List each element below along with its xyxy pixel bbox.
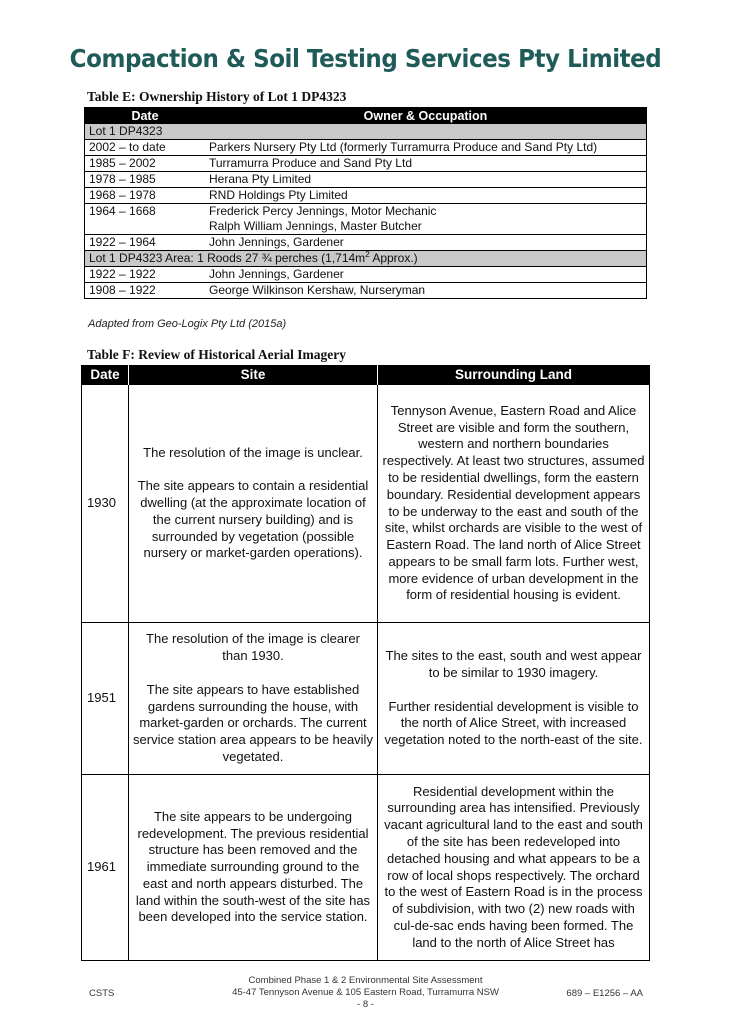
table-e-caption: Table E: Ownership History of Lot 1 DP4323 xyxy=(87,89,347,104)
site-paragraph: The site appears to be undergoing redevelopment. The previous residential structure has been removed and the immediate surrounding ground to the east and north appears disturbed. The land within the south-west of the site has been developed into the service station. xyxy=(135,808,371,925)
surrounding-paragraph: Further residential development is visible to the north of Alice Street, with increased vegetation noted to the north-east of the site. xyxy=(384,698,643,748)
table-row xyxy=(85,267,647,283)
footer-line: 45-47 Tennyson Avenue & 105 Eastern Road, Turramurra NSW xyxy=(232,987,499,998)
footer-right: 689 – E1256 – AA xyxy=(566,988,643,999)
area-superscript: 2 xyxy=(365,250,370,259)
site-paragraph: The resolution of the image is clearer than 1930. xyxy=(146,631,360,664)
surrounding-cell xyxy=(378,385,650,623)
date-cell: 1922 – 1964 xyxy=(85,235,206,251)
column-header-date: Date xyxy=(85,108,206,125)
owner-cell: George Wilkinson Kershaw, Nurseryman xyxy=(209,283,426,297)
table-row xyxy=(85,283,647,299)
date-cell: 1908 – 1922 xyxy=(89,283,156,297)
date-cell: 1922 – 1922 xyxy=(85,267,206,283)
date-cell: 1978 – 1985 xyxy=(85,172,206,188)
owner-cell: John Jennings, Gardener xyxy=(205,267,647,283)
owner-cell: John Jennings, Gardener xyxy=(205,235,647,251)
site-paragraph: The site appears to have established gardens surrounding the house, with market-garden or orchards. The current service station area appears to be heavily vegetated. xyxy=(133,681,373,764)
owner-cell: Herana Pty Limited xyxy=(205,172,647,188)
owner-cell: Turramurra Produce and Sand Pty Ltd xyxy=(205,156,647,172)
surrounding-cell xyxy=(378,623,650,775)
table-row xyxy=(82,623,650,775)
date-cell: 2002 – to date xyxy=(85,140,206,156)
source-note: Adapted from Geo-Logix Pty Ltd (2015a) xyxy=(88,318,287,330)
year-cell: 1930 xyxy=(82,385,129,623)
date-cell: 1968 – 1978 xyxy=(85,188,206,204)
owner-line: Ralph William Jennings, Master Butcher xyxy=(209,219,422,233)
owner-line: Frederick Percy Jennings, Motor Mechanic xyxy=(209,204,437,218)
surrounding-paragraph: Residential development within the surrounding area has intensified. Previously vacant agricultural land to the east and south of the site has been redeveloped into detached housing and what appears to be a row of local shops respectively. The orchard to the west of Eastern Road is in the process of subdivision, with two (2) new roads with cul-de-sac ends having been formed. The land to the north of Alice Street has xyxy=(384,783,643,950)
page-number: - 8 - xyxy=(357,999,374,1010)
year-cell: 1951 xyxy=(82,623,129,775)
column-header-surrounding: Surrounding Land xyxy=(378,366,650,385)
surrounding-cell xyxy=(378,775,650,961)
surrounding-paragraph: Tennyson Avenue, Eastern Road and Alice Street are visible and form the southern, western and northern boundaries respectively. At least two structures, assumed to be residential dwellings, form the eastern boundary. Residential development appears to be underway to the east and south of the site, whilst orchards are visible to the west of Eastern Road. The land north of Alice Street appears to be small farm lots. Further west, more evidence of urban development in the form of residential housing is evident. xyxy=(382,402,645,603)
table-row xyxy=(85,172,647,188)
owner-cell xyxy=(205,204,647,235)
year-cell: 1961 xyxy=(82,775,129,961)
table-row xyxy=(82,775,650,961)
aerial-imagery-table xyxy=(81,365,650,961)
site-cell xyxy=(129,623,378,775)
date-cell: 1985 – 2002 xyxy=(85,156,206,172)
table-f-caption: Table F: Review of Historical Aerial Imagery xyxy=(87,347,346,362)
section-label-area xyxy=(85,251,647,267)
date-cell: 1964 – 1668 xyxy=(85,204,206,235)
table-row xyxy=(85,235,647,251)
section-label: Lot 1 DP4323 xyxy=(85,124,647,140)
footer-line: Combined Phase 1 & 2 Environmental Site Assessment xyxy=(248,975,483,986)
ownership-history-table xyxy=(84,107,647,299)
site-paragraph: The site appears to contain a residential dwelling (at the approximate location of the current nursery building) and is surrounded by vegetation (possible nursery or market-garden operations). xyxy=(137,478,369,561)
footer-left: CSTS xyxy=(89,988,115,999)
table-row xyxy=(85,204,647,235)
company-title: Compaction & Soil Testing Services Pty Limited xyxy=(69,44,662,73)
site-paragraph: The resolution of the image is unclear. xyxy=(143,444,363,460)
owner-cell: RND Holdings Pty Limited xyxy=(205,188,647,204)
table-row xyxy=(85,156,647,172)
column-header-site: Site xyxy=(129,366,378,385)
site-cell xyxy=(129,385,378,623)
column-header-date: Date xyxy=(82,366,129,385)
site-cell xyxy=(129,775,378,961)
table-row xyxy=(85,188,647,204)
area-text: Lot 1 DP4323 Area: 1 Roods 27 ¾ perches (1,714m xyxy=(89,251,366,265)
area-tail: Approx.) xyxy=(369,251,418,265)
owner-cell: Parkers Nursery Pty Ltd (formerly Turramurra Produce and Sand Pty Ltd) xyxy=(205,140,647,156)
table-row xyxy=(85,140,647,156)
table-row xyxy=(82,385,650,623)
surrounding-paragraph: The sites to the east, south and west appear to be similar to 1930 imagery. xyxy=(385,648,642,680)
column-header-owner: Owner & Occupation xyxy=(205,108,647,125)
